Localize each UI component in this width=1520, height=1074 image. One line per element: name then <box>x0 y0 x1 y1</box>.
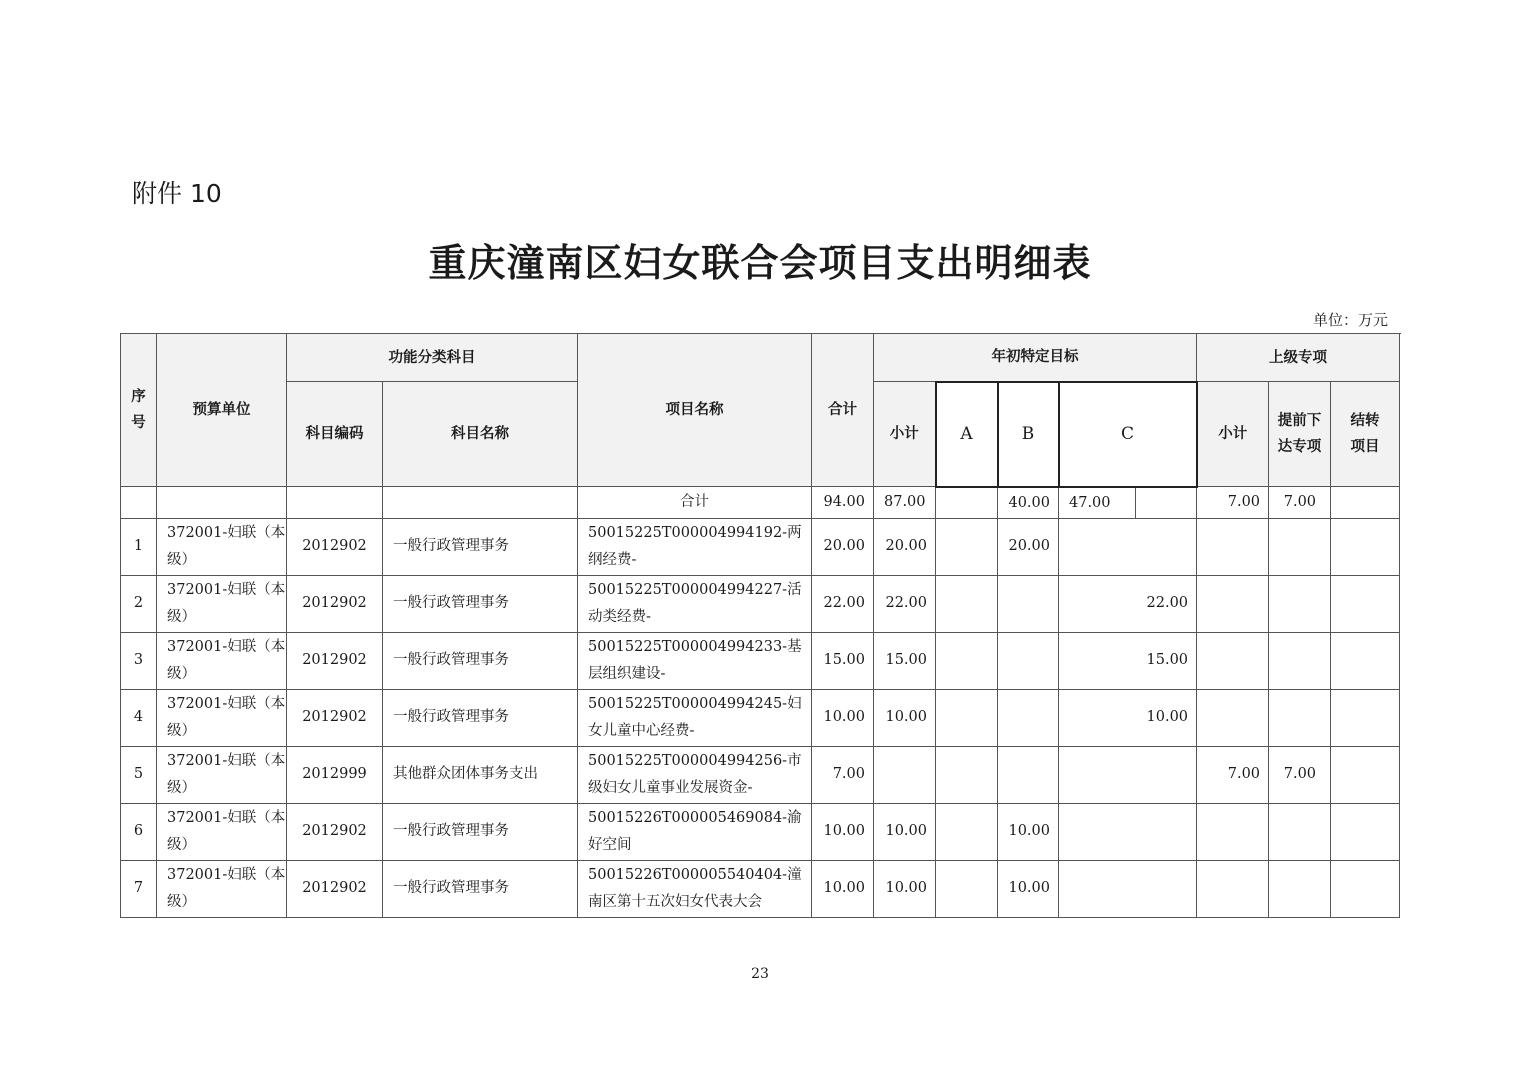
row-sup-subtotal <box>1197 689 1269 746</box>
table-row <box>121 860 1400 917</box>
row-c <box>1059 518 1197 575</box>
row-carryover <box>1331 746 1400 803</box>
row-carryover <box>1331 803 1400 860</box>
row-target-subtotal: 22.00 <box>874 575 936 632</box>
row-project-name: 50015225T000004994192-两纲经费- <box>578 518 812 575</box>
row-subject-code: 2012902 <box>287 803 383 860</box>
row-project-name: 50015225T000004994256-市级妇女儿童事业发展资金- <box>578 746 812 803</box>
row-c: 22.00 <box>1059 575 1197 632</box>
header-total: 合计 <box>812 334 874 487</box>
row-budget-unit: 372001-妇联（本级） <box>157 575 287 632</box>
row-advance <box>1269 860 1331 917</box>
table-row <box>121 575 1400 632</box>
row-carryover <box>1331 632 1400 689</box>
row-c <box>1059 746 1197 803</box>
row-seq: 7 <box>121 860 157 917</box>
header-target-subtotal: 小计 <box>874 382 936 487</box>
header-seq: 序号 <box>121 334 157 487</box>
header-project-name: 项目名称 <box>578 334 812 487</box>
table-row <box>121 689 1400 746</box>
row-seq: 1 <box>121 518 157 575</box>
row-budget-unit: 372001-妇联（本级） <box>157 860 287 917</box>
row-seq: 4 <box>121 689 157 746</box>
row-budget-unit: 372001-妇联（本级） <box>157 689 287 746</box>
unit-label: 单位：万元 <box>1312 311 1388 329</box>
row-a <box>936 575 998 632</box>
row-advance <box>1269 803 1331 860</box>
row-subject-name: 一般行政管理事务 <box>383 860 578 917</box>
row-total: 20.00 <box>812 518 874 575</box>
attachment-label: 附件 10 <box>132 179 222 208</box>
row-budget-unit: 372001-妇联（本级） <box>157 803 287 860</box>
header-func-class: 功能分类科目 <box>287 334 578 382</box>
row-advance: 7.00 <box>1269 746 1331 803</box>
row-target-subtotal: 10.00 <box>874 689 936 746</box>
row-total: 10.00 <box>812 860 874 917</box>
row-subject-name: 一般行政管理事务 <box>383 803 578 860</box>
row-seq: 2 <box>121 575 157 632</box>
row-subject-code: 2012999 <box>287 746 383 803</box>
row-total: 22.00 <box>812 575 874 632</box>
row-total: 7.00 <box>812 746 874 803</box>
row-subject-code: 2012902 <box>287 518 383 575</box>
total-sup-subtotal: 7.00 <box>1197 487 1269 519</box>
total-c: 47.00 <box>1059 487 1136 519</box>
table-row <box>121 518 1400 575</box>
row-c <box>1059 860 1197 917</box>
row-total: 15.00 <box>812 632 874 689</box>
row-c: 10.00 <box>1059 689 1197 746</box>
row-subject-code: 2012902 <box>287 689 383 746</box>
row-sup-subtotal <box>1197 860 1269 917</box>
row-target-subtotal <box>874 746 936 803</box>
header-sup-subtotal: 小计 <box>1197 382 1269 487</box>
row-advance <box>1269 689 1331 746</box>
row-total: 10.00 <box>812 689 874 746</box>
header-annual-target: 年初特定目标 <box>874 334 1197 382</box>
total-total: 94.00 <box>812 487 874 519</box>
page-number: 23 <box>751 966 769 982</box>
total-advance: 7.00 <box>1269 487 1331 519</box>
header-subject-code: 科目编码 <box>287 382 383 487</box>
header-subject-name: 科目名称 <box>383 382 578 487</box>
row-subject-name: 其他群众团体事务支出 <box>383 746 578 803</box>
table-row <box>121 746 1400 803</box>
row-carryover <box>1331 575 1400 632</box>
row-sup-subtotal <box>1197 518 1269 575</box>
row-target-subtotal: 10.00 <box>874 803 936 860</box>
row-seq: 3 <box>121 632 157 689</box>
header-superior: 上级专项 <box>1197 334 1400 382</box>
total-b: 40.00 <box>998 487 1059 519</box>
row-project-name: 50015225T000004994227-活动类经费- <box>578 575 812 632</box>
total-a <box>936 487 998 519</box>
row-subject-name: 一般行政管理事务 <box>383 689 578 746</box>
header-a: A <box>936 382 998 487</box>
header-c: C <box>1059 382 1197 487</box>
row-c: 15.00 <box>1059 632 1197 689</box>
row-project-name: 50015226T000005540404-潼南区第十五次妇女代表大会 <box>578 860 812 917</box>
table-row <box>121 803 1400 860</box>
header-b: B <box>998 382 1059 487</box>
row-subject-code: 2012902 <box>287 632 383 689</box>
row-a <box>936 689 998 746</box>
row-b <box>998 689 1059 746</box>
row-sup-subtotal <box>1197 575 1269 632</box>
row-budget-unit: 372001-妇联（本级） <box>157 518 287 575</box>
total-row <box>121 487 1400 519</box>
row-b: 20.00 <box>998 518 1059 575</box>
row-subject-code: 2012902 <box>287 860 383 917</box>
total-carryover <box>1331 487 1400 519</box>
row-c <box>1059 803 1197 860</box>
row-carryover <box>1331 860 1400 917</box>
row-sup-subtotal <box>1197 632 1269 689</box>
row-a <box>936 632 998 689</box>
row-budget-unit: 372001-妇联（本级） <box>157 632 287 689</box>
row-advance <box>1269 518 1331 575</box>
row-sup-subtotal <box>1197 803 1269 860</box>
row-sup-subtotal: 7.00 <box>1197 746 1269 803</box>
header-budget-unit: 预算单位 <box>157 334 287 487</box>
expenditure-table <box>120 333 1400 918</box>
row-seq: 6 <box>121 803 157 860</box>
total-label: 合计 <box>578 487 812 519</box>
row-target-subtotal: 15.00 <box>874 632 936 689</box>
row-budget-unit: 372001-妇联（本级） <box>157 746 287 803</box>
row-b <box>998 575 1059 632</box>
header-advance: 提前下达专项 <box>1269 382 1331 487</box>
row-project-name: 50015225T000004994245-妇女儿童中心经费- <box>578 689 812 746</box>
row-subject-name: 一般行政管理事务 <box>383 632 578 689</box>
row-b <box>998 746 1059 803</box>
header-carryover: 结转项目 <box>1331 382 1400 487</box>
row-subject-code: 2012902 <box>287 575 383 632</box>
row-project-name: 50015225T000004994233-基层组织建设- <box>578 632 812 689</box>
row-total: 10.00 <box>812 803 874 860</box>
row-seq: 5 <box>121 746 157 803</box>
document-title: 重庆潼南区妇女联合会项目支出明细表 <box>428 240 1092 285</box>
row-a <box>936 518 998 575</box>
row-target-subtotal: 10.00 <box>874 860 936 917</box>
row-b: 10.00 <box>998 803 1059 860</box>
row-advance <box>1269 632 1331 689</box>
row-b: 10.00 <box>998 860 1059 917</box>
row-a <box>936 803 998 860</box>
row-b <box>998 632 1059 689</box>
row-carryover <box>1331 689 1400 746</box>
row-carryover <box>1331 518 1400 575</box>
row-a <box>936 746 998 803</box>
total-target-subtotal: 87.00 <box>874 487 936 519</box>
row-project-name: 50015226T000005469084-渝好空间 <box>578 803 812 860</box>
table-row <box>121 632 1400 689</box>
row-advance <box>1269 575 1331 632</box>
row-subject-name: 一般行政管理事务 <box>383 518 578 575</box>
row-subject-name: 一般行政管理事务 <box>383 575 578 632</box>
row-target-subtotal: 20.00 <box>874 518 936 575</box>
row-a <box>936 860 998 917</box>
